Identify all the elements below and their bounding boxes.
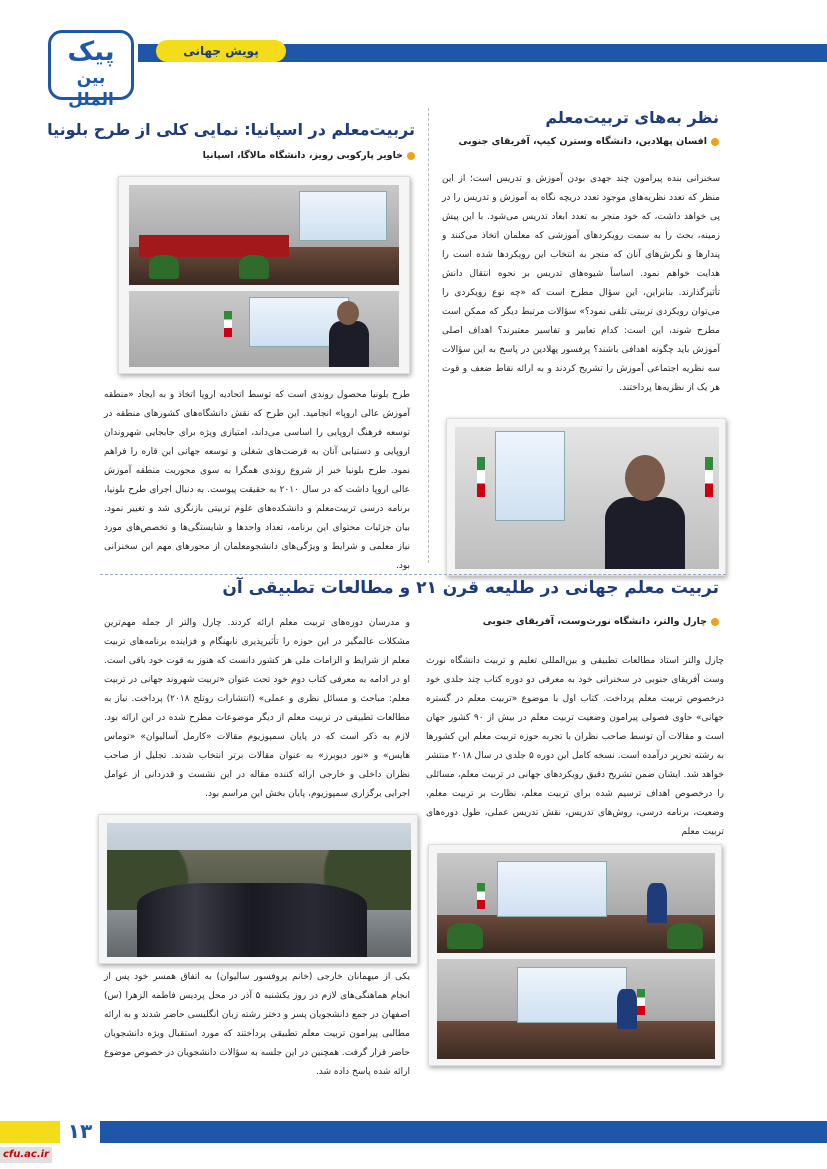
logo-top-text: پیک <box>67 37 115 67</box>
article2-title: تربیت‌معلم در اسپانیا: نمایی کلی از طرح بلونیا <box>47 120 415 139</box>
group-figures <box>137 883 367 957</box>
site-url[interactable]: cfu.ac.ir <box>0 1147 52 1163</box>
section-divider <box>100 574 726 575</box>
photo-frame-group <box>98 814 418 964</box>
article1-title: نظر به‌های تربیت‌معلم <box>545 108 719 127</box>
article2-byline <box>203 150 415 161</box>
speaker-figure <box>605 497 685 569</box>
group-photo <box>107 823 411 957</box>
article1-body: سخنرانی بنده پیرامون چند جهدی بودن آموزش و تدریس است؛ از این منظر که تعدد نظریه‌های موجود تعدد دریچه نگاه به آموزش و تدریس را در پی خواهد داشت، که خود منجر به تعدد ابعاد تدریس می‌شود. با این پیش زمینه، بحث را به سمت رویکردهای آموزشی که معلمان اتخاذ می‌کنند و پندارها و نگرش‌های آنان که منجر به انتخاب این رویکردها شده است را هدایت خواهم نمود. اساساً شیوه‌های تدریس بر نحوه انتقال دانش تأثیرگذارند. بنابراین، این سؤال مطرح است که «چه نوع رویکردی را می‌توان رویکردی تربیتی تلقی نمود؟» سؤالات مرتبط دیگر که ممکن است مطرح شوند، این است: کدام تعابیر و تفاسیر معتبرند؟ اهداف اصلی آموزش باید چگونه اهدافی باشند؟ پرفسور پهلادین در پاسخ به این سؤالات سه نظریه اجتماعی آموزش را تشریح کردند و به ارائه نقاط ضعف و قوت هر یک از نظریه‌ها پرداختند. <box>442 174 720 393</box>
article2-byline-text: خاویر پارکوبی رویز، دانشگاه مالاگا، اسپانیا <box>202 150 403 161</box>
page-number: ۱۳ <box>60 1116 100 1146</box>
article3-body-right: چارل والتر استاد مطالعات تطبیقی و بین‌المللی تعلیم و تربیت دانشگاه نورث وست آفریقای جنوبی در سخنرانی خود به معرفی دو دوره کتاب چند جلدی خود درخصوص تربیت معلم پرداخت. کتاب اول با موضوع «تربیت معلم در گستره جهانی» حاوی فصولی پیرامون وضعیت تربیت معلم در بیش از ۹۰ کشور جهان است و مقالات آن توسط صاحب نظران با تجربه حوزه تربیت معلم این کشورها به رشته تحریر درآمده است. نسخه کامل این دوره ۵ جلدی در سال ۲۰۱۸ منتشر خواهد شد. ایشان ضمن تشریح دقیق رویکردهای جهانی در تربیت معلم، مسائلی را درخصوص اهداف ترسیم شده برای تربیت معلم، نظارت بر تربیت معلم، وضعیت، برنامه درسی، روش‌های تدریس، نقش تدریس عملی، طول دوره‌های تربیت معلم <box>426 656 724 837</box>
article1-byline-text: افسان پهلادین، دانشگاه وسترن کیپ، آفریقای جنوبی <box>458 136 707 147</box>
article2-body: طرح بلونیا محصول روندی است که توسط اتحادیه اروپا اتخاذ و به ایجاد «منطقه آموزش عالی اروپا» انجامید. این طرح که نقش دانشگاه‌های کشورهای منطقه در توسعه فرهنگ اروپایی را اساسی می‌داند، امتیازی ویژه برای جابجایی شهروندان اروپایی و دستیابی آنان به فرصت‌های شغلی و توسعه جهانی این قاره را فراهم نمود. طرح بلونیا خبر از شروع روندی همگرا به سوی محوریت منطقه آموزش عالی اروپا داشت که در سال ۲۰۱۰ به حقیقت پیوست. به دنبال اجرای طرح بلونیا، برنامه درسی تربیت‌معلم و دانشکده‌های علوم تربیتی بازنگری شد و تغییر نمود. بیان جزئیات محتوای این برنامه، تعداد واحدها و شایستگی‌ها و تخصص‌های مورد نیاز معلمی و شرایط و ویژگی‌های دانشجومعلمان از محورهای مهم این سخنرانی بود. <box>104 390 410 571</box>
panel-photo-2 <box>129 291 399 367</box>
photo-frame-panel <box>118 176 410 374</box>
article3-byline-text: چارل والتر، دانشگاه نورث‌وست، آفریقای جنوبی <box>482 616 707 627</box>
logo-bottom-text: بین الملل <box>68 68 114 110</box>
article3-title: تربیت معلم جهانی در طلیعه قرن ۲۱ و مطالعات تطبیقی آن <box>222 578 719 598</box>
photo-frame-session <box>428 844 722 1066</box>
footer-bar <box>0 1121 827 1143</box>
presenter-figure <box>329 321 369 367</box>
magazine-logo <box>48 30 134 110</box>
bullet-dot-icon <box>407 152 415 160</box>
session-photo-2 <box>437 959 715 1059</box>
photo-frame-speaker <box>446 418 726 576</box>
article3-body-left: و مدرسان دوره‌های تربیت معلم ارائه کردند. چارل والتر از جمله مهم‌ترین مشکلات عالمگیر در این حوزه را تأثیرپذیری نابهنگام و فزاینده برنامه‌های تربیت معلم از شرایط و الزامات ملی هر کشور دانست که هنوز به قوت خود باقی است. او در ادامه به معرفی کتاب دوم خود تحت عنوان «تربیت شهروند جهانی در تربیت معلم: مباحث و مسائل نظری و عملی» (انتشارات روتلج ۲۰۱۸) پرداخت. نیاز به مطالعات تطبیقی در تربیت معلم از دیگر موضوعات مطرح شده در این ارائه بود. لازم به ذکر است که در پایان سمپوزیوم مقالات «کارمل آسالیوان» «توماس هایس» و «نور دیوبرز» به عنوان مقالات برتر انتخاب شدند. تجلیل از صاحب نظران داخلی و خارجی ارائه کننده مقاله در این نشست و قدردانی از عوامل اجرایی برگزاری سمپوزیوم، پایان بخش این مراسم بود. <box>104 618 410 799</box>
bullet-dot-icon <box>711 618 719 626</box>
footer-accent <box>0 1121 60 1143</box>
session-photo-1 <box>437 853 715 953</box>
panel-photo-1 <box>129 185 399 285</box>
column-divider <box>428 108 429 563</box>
article3-byline <box>483 616 719 627</box>
article1-byline <box>458 136 719 147</box>
bullet-dot-icon <box>711 138 719 146</box>
speaker-photo <box>455 427 719 569</box>
article3-body-bottom: یکی از میهمانان خارجی (خانم پروفسور سالیوان) به اتفاق همسر خود پس از انجام هماهنگی‌های لازم در روز یکشنبه ۵ آذر در محل پردیس فاطمه الزهرا (س) اصفهان در جمع دانشجویان پسر و دختر رشته زبان انگلیسی حاضر شدند و به ارائه مطالبی پیرامون تربیت معلم تطبیقی پرداختند که مورد استقبال ویژه دانشجویان حاضر قرار گرفت. همچنین در این جلسه به سؤالات دانشجویان در خصوص موضوع ارائه شده پاسخ داده شد. <box>104 972 410 1077</box>
section-tag: پویش جهانی <box>156 40 286 62</box>
